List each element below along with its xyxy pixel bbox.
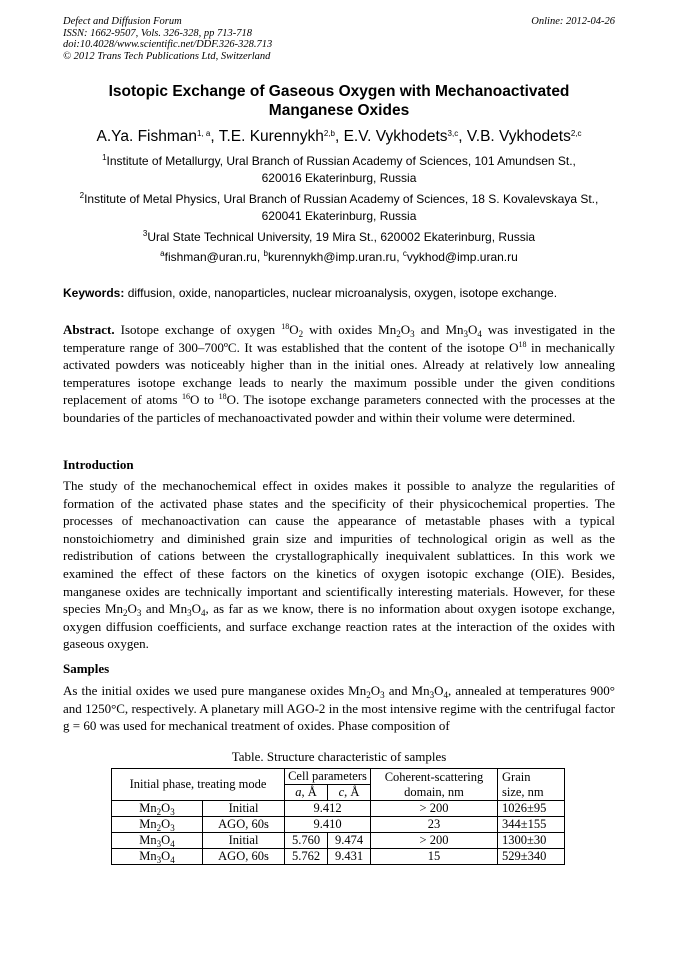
table-caption: Table. Structure characteristic of samples [231,749,447,764]
cell-phase [112,833,203,849]
cell-a: 9.410 [285,817,371,833]
text-run: with oxides Mn [303,322,397,337]
text-run: O [400,322,411,337]
affil-sup: 3 [142,229,148,238]
text-run: O to [190,392,219,408]
header-text: Cell parameters [288,769,367,783]
text-run: Isotope exchange of oxygen [114,322,282,337]
cell-coherent: 15 [371,849,498,865]
introduction-paragraph [63,477,615,653]
header-text: , Å [301,785,317,799]
formula-sub: 2 [298,329,304,339]
affiliation-3 [63,229,615,246]
formula-sub: 3 [187,608,192,619]
header-text: Grain [502,769,531,784]
formula-sub: 4 [170,855,175,865]
affiliation-2 [63,191,615,225]
text-run: Mn [139,833,157,847]
text-run: and Mn [141,601,188,617]
email-link[interactable]: fishman@uran.ru [164,250,257,264]
cell-c: 9.431 [328,849,371,865]
affil-line: 620016 Ekaterinburg, Russia [261,171,417,185]
text-run: The study of the mechanochemical effect in oxides makes it possible to analyze the regularities of formation of the activated phase states and the specificity of their physicochemical properties. The processes of mechanoactivation can cause the appearance of metastable phases with a typical nonstoichiometry and diminished grain size and impurities of technological origin as well as the redistribution of cations between the crystallographically inequivalent sublattices. In this work we examined the effect of these factors on the kinetics of oxygen isotopic exchange (OIE). Besides, manganese oxides are technically important and scientifically interesting materials. However, for these species Mn [63,478,615,617]
header-text: size, nm [502,784,544,799]
formula-sub: 2 [156,823,162,833]
samples-paragraph [63,682,615,735]
isotope-sup: 18 [281,322,290,331]
doi-line: doi:10.4028/www.scientific.net/DDF.326-328.713 [63,39,273,50]
cell-a: 5.762 [285,849,328,865]
email-sup: a [160,249,165,258]
title-line-1: Isotopic Exchange of Gaseous Oxygen with Mechanoactivated [108,83,570,100]
structure-table [111,768,565,865]
text-run: Mn [139,849,157,863]
text-run: and Mn [414,322,464,337]
samples-heading: Samples [63,661,110,676]
online-date: Online: 2012-04-26 [531,16,615,27]
cell-mode: Initial [203,833,285,849]
formula-sub: 3 [429,690,435,700]
journal-header [63,16,272,62]
formula-sub: 2 [123,608,128,619]
table-header-row [112,769,565,785]
formula-sub: 2 [396,329,401,339]
cell-a: 9.412 [285,801,371,817]
table-row [112,849,565,865]
author-affil-sup: 2,c [570,129,582,138]
formula-sub: 2 [366,690,371,700]
text-run: O [161,833,171,847]
paper-title [63,82,615,120]
author-affil-sup: 3,c [447,129,459,138]
text-run: O [434,683,444,698]
author-name: V.B. Vykhodets [466,128,571,145]
cell-mode: AGO, 60s [203,817,285,833]
header-phase: Initial phase, treating mode [112,769,285,801]
header-text: Coherent-scattering [384,769,484,784]
formula-sub: 3 [156,855,162,865]
abstract-paragraph [63,321,615,427]
formula-sub: 4 [443,690,448,700]
header-c [328,785,371,801]
cell-mode: AGO, 60s [203,849,285,865]
affil-sup: 2 [79,191,85,200]
cell-mode: Initial [203,801,285,817]
cell-phase [112,849,203,865]
title-line-2: Manganese Oxides [268,102,410,119]
formula-sub: 2 [156,807,162,817]
header-text: c [338,785,345,799]
isotope-sup: 16 [182,392,191,402]
formula-sub: 3 [410,329,415,339]
formula-sub: 3 [380,690,385,700]
affil-line: 620041 Ekaterinburg, Russia [261,209,417,223]
email-sup: c [402,249,407,258]
text-run: and Mn [384,683,430,698]
text-run: O [127,601,137,617]
text-run: As the initial oxides we used pure manganese oxides Mn [63,683,367,698]
header-coherent [371,769,498,801]
author-affil-sup: 2,b [323,129,335,138]
formula-sub: 3 [156,839,162,849]
header-text: domain, nm [404,784,464,799]
email-link[interactable]: kurennykh@imp.uran.ru [267,250,397,264]
table-row [112,833,565,849]
author-name: E.V. Vykhodets [343,128,448,145]
affiliation-1 [63,153,615,187]
formula-sub: 3 [463,329,469,339]
formula-sub: 3 [170,823,175,833]
text-run: was investigated in the temperature range of 300–700ºC. It was established that the content of the isotope O [63,322,616,355]
keywords-line [63,286,615,300]
isotope-sup: 18 [518,339,527,349]
cell-c: 9.474 [328,833,371,849]
cell-phase [112,817,203,833]
text-run: O. The isotope exchange parameters connected with the processes at the boundaries of the particles of mechanoactivated powder and within their volume were determined. [63,392,615,425]
cell-grain: 1300±30 [498,833,565,849]
cell-phase [112,801,203,817]
cell-coherent: 23 [371,817,498,833]
author-affil-sup: 1, a [197,129,211,138]
author-name: A.Ya. Fishman [96,128,198,145]
introduction-heading: Introduction [63,457,134,472]
text-run: O [468,322,478,337]
email-sup: b [263,249,268,258]
text-run: O [289,322,299,337]
text-run: O [370,683,381,698]
copyright-line: © 2012 Trans Tech Publications Ltd, Switzerland [63,50,271,62]
cell-coherent: > 200 [371,833,498,849]
cell-a: 5.760 [285,833,328,849]
email-line: $^a$fishman@uran.ru, $^b$kurennykh@imp.uran.ru, $^c$vykhod@imp.uran.ru [160,249,518,264]
header-text: a [295,785,302,799]
table-row [112,817,565,833]
text-run: O [161,801,171,815]
header-a [285,785,328,801]
author-name: T.E. Kurennykh [218,128,324,145]
header-grain [498,769,565,801]
formula-sub: 4 [170,839,175,849]
issn-line: ISSN: 1662-9507, Vols. 326-328, pp 713-718 [63,27,252,39]
affil-line: Institute of Metal Physics, Ural Branch of Russian Academy of Sciences, 18 S. Kovalevskaya St., [84,192,599,206]
formula-sub: 3 [136,608,142,619]
text-run: O [161,817,171,831]
text-run: in mechanically activated powders was noticeably higher than in the initial ones. Already at relatively low annealing temperatures isotope exchange leads to nearly the maximum possible under the given conditions replacement of atoms [63,339,615,408]
author-list: A.Ya. Fishman$^{1, a}$, T.E. Kurennykh$^{2,b}$, E.V. Vykhodets$^{3,c}$, V.B. Vykhodets$^{2,c}$ [96,128,582,145]
cell-coherent: > 200 [371,801,498,817]
table-row [112,801,565,817]
journal-name: Defect and Diffusion Forum [63,16,182,27]
keywords-text: diffusion, oxide, nanoparticles, nuclear microanalysis, oxygen, isotope exchange. [124,286,558,300]
abstract-label: Abstract. [63,322,115,337]
affil-sup: 1 [102,153,107,162]
email-link[interactable]: vykhod@imp.uran.ru [406,250,518,264]
affil-line: Ural State Technical University, 19 Mira St., 620002 Ekaterinburg, Russia [147,230,536,244]
text-run: O [161,849,171,863]
formula-sub: 3 [170,807,175,817]
header-cell-params [285,769,371,785]
cell-grain: 1026±95 [498,801,565,817]
text-run: , as far as we know, there is no information about oxygen isotope exchange, oxygen diffusion coefficients, and surface exchange reaction rates at the interaction of the oxides with gaseous oxygen. [63,601,615,652]
text-run: Mn [139,817,157,831]
formula-sub: 4 [477,329,482,339]
header-text: , Å [344,785,360,799]
isotope-sup: 18 [218,392,227,402]
cell-grain: 529±340 [498,849,565,865]
affil-line: Institute of Metallurgy, Ural Branch of Russian Academy of Sciences, 101 Amundsen St., [106,154,576,168]
text-run: O [191,601,202,617]
cell-grain: 344±155 [498,817,565,833]
formula-sub: 4 [201,608,206,619]
keywords-label: Keywords: [63,286,125,300]
text-run: Mn [139,801,157,815]
text-run: , annealed at temperatures 900° and 1250°C, respectively. A planetary mill AGO-2 in the most intensive regime with the centrifugal factor g = 60 was used for mechanical treatment of oxides. Phase composition of [63,683,615,734]
